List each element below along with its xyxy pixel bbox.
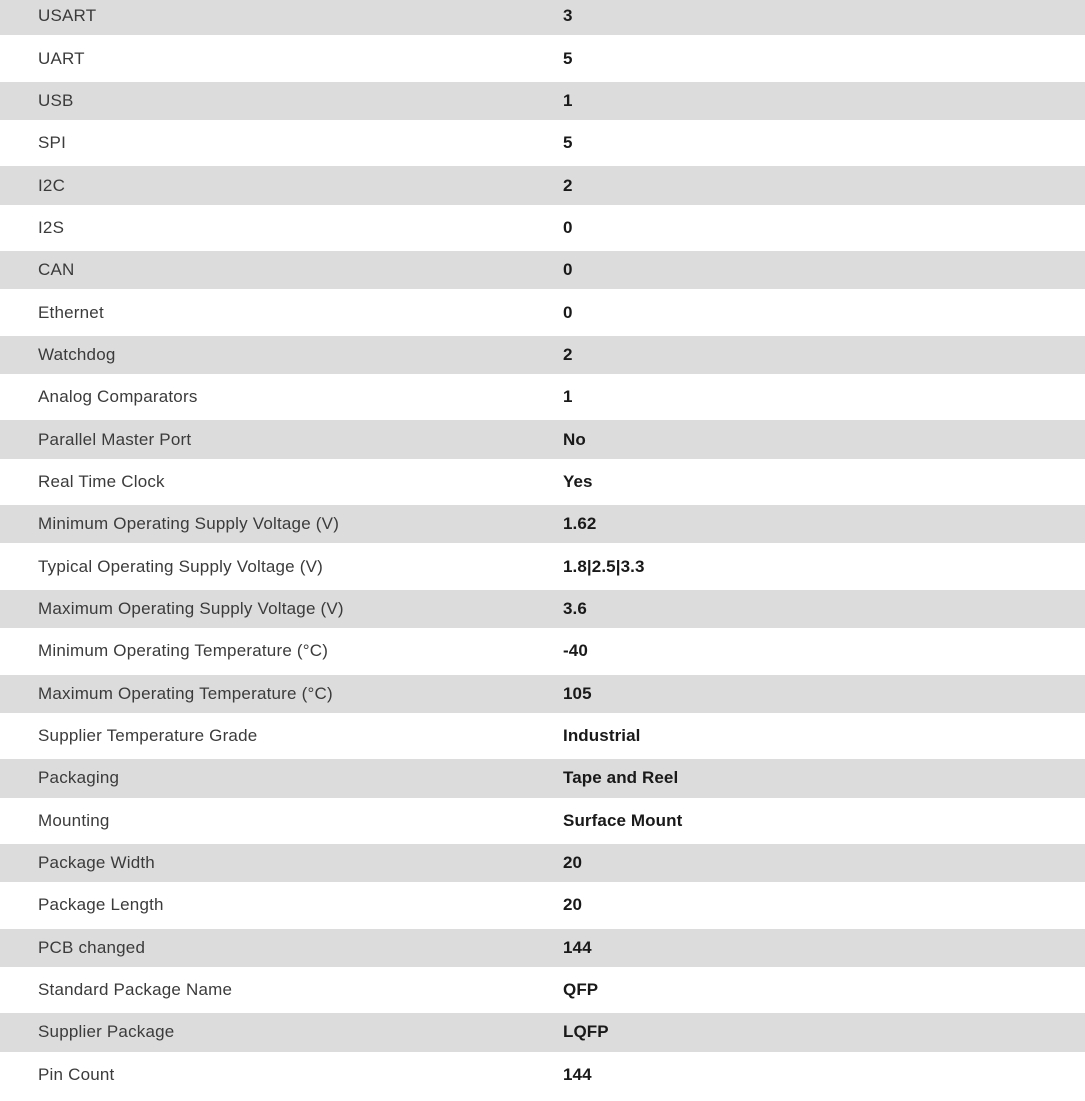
spec-table-row (0, 37, 1085, 79)
spec-attribute-label: Maximum Operating Supply Voltage (V) (38, 598, 344, 618)
spec-table-row (0, 545, 1085, 587)
spec-attribute-value: 3.6 (563, 598, 587, 618)
spec-table-row (0, 800, 1085, 842)
spec-attribute-label: UART (38, 48, 85, 68)
spec-table-row (0, 842, 1085, 884)
spec-attribute-label: CAN (38, 260, 75, 280)
spec-attribute-value: 0 (563, 260, 573, 280)
spec-table-row (0, 418, 1085, 460)
spec-attribute-value: 105 (563, 683, 592, 703)
spec-attribute-label: Typical Operating Supply Voltage (V) (38, 556, 324, 576)
spec-attribute-value: 2 (563, 175, 573, 195)
spec-attribute-value: 0 (563, 217, 573, 237)
spec-table-row (0, 884, 1085, 926)
spec-table-row (0, 164, 1085, 206)
spec-table-row (0, 1011, 1085, 1053)
spec-table-row (0, 1054, 1085, 1096)
spec-attribute-value: 5 (563, 48, 573, 68)
spec-attribute-label: Supplier Temperature Grade (38, 726, 258, 746)
spec-attribute-label: Packaging (38, 768, 120, 788)
spec-table-row (0, 334, 1085, 376)
spec-table-row (0, 715, 1085, 757)
spec-attribute-value: 1 (563, 387, 573, 407)
spec-attribute-value: No (563, 429, 586, 449)
spec-attribute-value: LQFP (563, 1022, 609, 1042)
spec-table-row (0, 461, 1085, 503)
spec-attribute-value: 2 (563, 344, 573, 364)
spec-attribute-value: 20 (563, 895, 583, 915)
spec-table-row (0, 757, 1085, 799)
spec-attribute-label: Pin Count (38, 1064, 115, 1084)
spec-table-row (0, 969, 1085, 1011)
spec-table-row (0, 927, 1085, 969)
spec-table-row (0, 630, 1085, 672)
spec-attribute-label: Supplier Package (38, 1022, 175, 1042)
spec-attribute-label: I2C (38, 175, 66, 195)
spec-attribute-value: Tape and Reel (563, 768, 679, 788)
spec-attribute-label: PCB changed (38, 937, 146, 957)
spec-attribute-value: 3 (563, 6, 573, 26)
spec-attribute-value: 144 (563, 937, 592, 957)
spec-attribute-label: Parallel Master Port (38, 429, 192, 449)
spec-attribute-label: Minimum Operating Temperature (°C) (38, 641, 329, 661)
spec-attribute-label: Real Time Clock (38, 471, 165, 491)
spec-table-row (0, 673, 1085, 715)
spec-attribute-value: 1.62 (563, 514, 597, 534)
spec-attribute-label: Maximum Operating Temperature (°C) (38, 683, 333, 703)
spec-attribute-value: Industrial (563, 726, 641, 746)
spec-attribute-value: -40 (563, 641, 588, 661)
spec-table-row (0, 376, 1085, 418)
spec-table-row (0, 80, 1085, 122)
spec-attribute-value: 1.8|2.5|3.3 (563, 556, 645, 576)
spec-table-row (0, 122, 1085, 164)
spec-attribute-label: Standard Package Name (38, 980, 233, 1000)
spec-table-row (0, 0, 1085, 37)
spec-attribute-value: 0 (563, 302, 573, 322)
spec-attribute-value: 144 (563, 1064, 592, 1084)
spec-attribute-label: I2S (38, 217, 65, 237)
spec-attribute-label: Package Length (38, 895, 164, 915)
spec-attribute-label: USB (38, 90, 74, 110)
spec-attribute-label: Analog Comparators (38, 387, 198, 407)
spec-attribute-label: Minimum Operating Supply Voltage (V) (38, 514, 340, 534)
spec-attribute-value: QFP (563, 980, 599, 1000)
spec-table-row (0, 588, 1085, 630)
spec-attribute-label: SPI (38, 133, 67, 153)
spec-attribute-label: Mounting (38, 810, 110, 830)
spec-table-row (0, 249, 1085, 291)
spec-attribute-label: Watchdog (38, 344, 116, 364)
spec-attribute-value: 20 (563, 853, 583, 873)
spec-attribute-value: 1 (563, 90, 573, 110)
spec-attribute-value: 5 (563, 133, 573, 153)
spec-attribute-label: Ethernet (38, 302, 104, 322)
spec-table-row (0, 207, 1085, 249)
spec-table-row (0, 503, 1085, 545)
spec-attribute-value: Yes (563, 471, 593, 491)
spec-attribute-value: Surface Mount (563, 810, 683, 830)
spec-attribute-label: USART (38, 6, 97, 26)
spec-attribute-label: Package Width (38, 853, 155, 873)
spec-table-row (0, 291, 1085, 333)
